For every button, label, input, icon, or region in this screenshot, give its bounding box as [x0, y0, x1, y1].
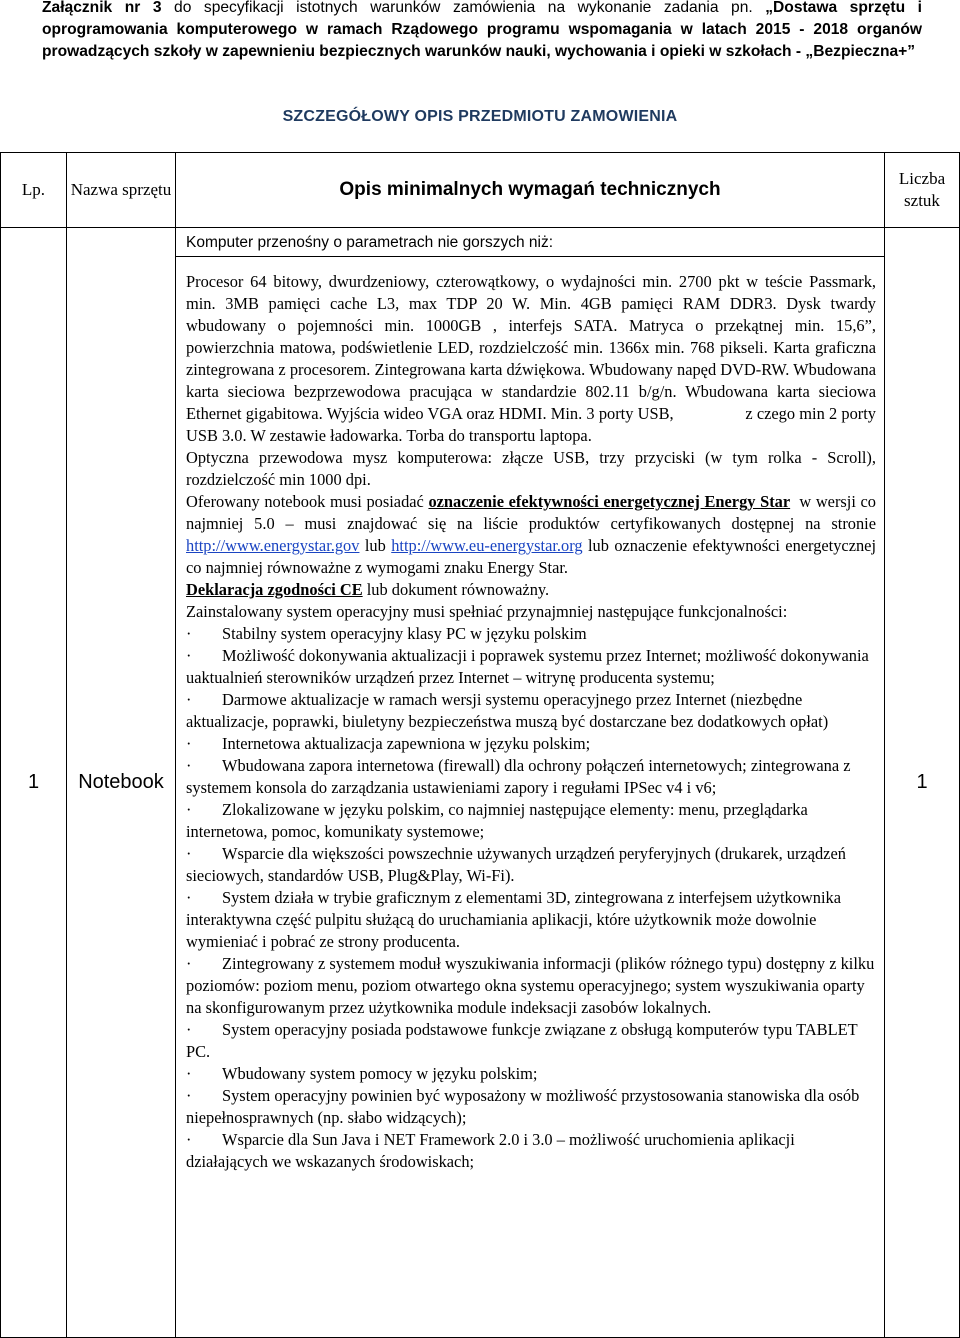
row-description	[176, 228, 885, 1338]
energy-text-c: w wersji co najmniej 5.0 – musi znajdować się na liście produktów certyfikowanych dostępnej na stronie	[186, 492, 881, 533]
list-item	[186, 645, 876, 689]
list-item-text: Wsparcie dla większości powszechnie używanych urządzeń peryferyjnych (drukarek, urządzeń sieciowych, standardów USB, Plug&Play, Wi-Fi).	[186, 844, 846, 885]
list-item	[186, 953, 876, 1019]
list-item-text: Wbudowany system pomocy w języku polskim;	[222, 1064, 538, 1083]
os-requirements-list	[186, 623, 876, 1173]
os-intro: Zainstalowany system operacyjny musi spełniać przynajmniej następujące funkcjonalności:	[186, 602, 788, 621]
list-item-text: System operacyjny powinien być wyposażony w możliwość przystosowania stanowiska dla osób niepełnosprawnych (np. słabo widzących);	[186, 1086, 860, 1127]
row-lp: 1	[1, 228, 67, 1338]
mouse-specs: Optyczna przewodowa mysz komputerowa: złącze USB, trzy przyciski (w tym rolka - Scroll), rozdzielczość min 1000 dpi.	[186, 448, 876, 489]
list-item	[186, 843, 876, 887]
list-item-text: Stabilny system operacyjny klasy PC w języku polskim	[222, 624, 587, 643]
table-row	[1, 228, 960, 1338]
bullet-mark: ·	[186, 1086, 192, 1105]
energystar-gov-link[interactable]: http://www.energystar.gov	[186, 536, 360, 555]
bullet-mark: ·	[186, 690, 192, 709]
eu-energystar-link[interactable]: http://www.eu-energystar.org	[391, 536, 583, 555]
list-item	[186, 1019, 876, 1063]
list-item-text: System działa w trybie graficznym z elementami 3D, zintegrowana z interfejsem użytkownika interaktywna część pulpitu służącą do uruchamiania aplikacji, które użytkownik może dowolnie wymieniać i pobrać ze strony producenta.	[186, 888, 841, 951]
list-item-text: Zintegrowany z systemem moduł wyszukiwania informacji (plików różnego typu) dostępny z kilku poziomów: poziom menu, poziom otwartego okna systemu operacyjnego; system wyszukiwania oparty na skonfigurowanym przez użytkownika module indeksacji zasobów lokalnych.	[186, 954, 875, 1017]
energy-text-a: Oferowany notebook musi posiadać	[186, 492, 429, 511]
bullet-mark: ·	[186, 1064, 192, 1083]
energy-text-e: lub oznaczenie efektywności energetycznej co najmniej równoważne z wymogami znaku Energy Star.	[186, 536, 877, 577]
list-item	[186, 1129, 876, 1173]
list-item	[186, 1063, 876, 1085]
bullet-mark: ·	[186, 888, 192, 907]
bullet-mark: ·	[186, 756, 192, 775]
list-item	[186, 887, 876, 953]
bullet-mark: ·	[186, 624, 192, 643]
header-name: Nazwa sprzętu	[67, 153, 176, 228]
energy-star-requirement	[186, 491, 881, 579]
spec-table	[0, 152, 960, 1338]
list-item-text: Internetowa aktualizacja zapewniona w języku polskim;	[222, 734, 591, 753]
bullet-mark: ·	[186, 646, 192, 665]
page-title: SZCZEGÓŁOWY OPIS PRZEDMIOTU ZAMOWIENIA	[282, 108, 678, 125]
list-item	[186, 733, 876, 755]
list-item-text: Wsparcie dla Sun Java i NET Framework 2.0 i 3.0 – możliwość uruchomienia aplikacji działających we wskazanych środowiskach;	[186, 1130, 795, 1171]
bullet-mark: ·	[186, 844, 192, 863]
header-text: do specyfikacji istotnych warunków zamówienia na wykonanie zadania pn.	[161, 0, 766, 16]
hardware-specs: Procesor 64 bitowy, dwurdzeniowy, czterowątkowy, o wydajności min. 2700 pkt w teście Passmark, min. 3MB pamięci cache L3, max TDP 20 W. Min. 4GB pamięci RAM DDR3. Dysk twardy wbudowany o pojemności min. 1000GB , interfejs SATA. Matryca o przekątnej min. 15,6”, powierzchnia matowa, podświetlenie LED, rozdzielczość min. 1366x min. 768 pikseli. Karta graficzna zintegrowana z procesorem. Zintegrowana karta dźwiękowa. Wbudowany napęd DVD-RW. Wbudowana karta sieciowa bezprzewodowa pracująca w standardzie 802.11 b/g/n. Wbudowana karta sieciowa Ethernet gigabitowa. Wyjścia wideo VGA oraz HDMI. Min. 3 porty USB, z czego min 2 porty USB 3.0. W zestawie ładowarka. Torba do transportu laptopa.	[186, 272, 881, 445]
ce-declaration	[186, 579, 876, 601]
description-body	[176, 257, 881, 1173]
bullet-mark: ·	[186, 1130, 192, 1149]
list-item-text: System operacyjny posiada podstawowe funkcje związane z obsługą komputerów typu TABLET PC.	[186, 1020, 858, 1061]
header-lp: Lp.	[1, 153, 67, 228]
list-item-text: Wbudowana zapora internetowa (firewall) dla ochrony połączeń internetowych; zintegrowana z systemem konsola do zarządzania ustawieniami zapory i regułami IPSec v4 i v6;	[186, 756, 851, 797]
description-intro: Komputer przenośny o parametrach nie gorszych niż:	[186, 234, 554, 251]
bullet-mark: ·	[186, 1020, 192, 1039]
row-equipment-name: Notebook	[67, 228, 176, 1338]
ce-declaration-rest: lub dokument równoważny.	[362, 580, 550, 599]
energy-star-mark: oznaczenie efektywności energetycznej Energy Star	[428, 492, 791, 511]
ce-declaration-label: Deklaracja zgodności CE	[186, 580, 363, 599]
list-item	[186, 1085, 876, 1129]
attachment-number: Załącznik nr 3	[42, 0, 162, 16]
list-item-text: Darmowe aktualizacje w ramach wersji systemu operacyjnego przez Internet (niezbędne aktualizacje, poprawki, biuletyny bezpieczeństwa muszą być dostarczane bez dodatkowych opłat)	[186, 690, 829, 731]
header-quantity: Liczba sztuk	[885, 153, 960, 228]
table-header-row	[1, 153, 960, 228]
project-name: „Dostawa sprzętu i oprogramowania komputerowego w ramach Rządowego programu wspomagania w latach 2015 - 2018 organów prowadzących szkoły w zapewnieniu bezpiecznych warunków nauki, wychowania i opieki w szkołach - „Bezpieczna+”	[42, 0, 922, 60]
row-quantity: 1	[885, 228, 960, 1338]
list-item	[186, 623, 876, 645]
energy-text-d: lub	[359, 536, 392, 555]
document-header	[42, 0, 922, 63]
list-item	[186, 799, 876, 843]
bullet-mark: ·	[186, 954, 192, 973]
header-description: Opis minimalnych wymagań technicznych	[176, 153, 885, 228]
list-item	[186, 689, 876, 733]
list-item-text: Zlokalizowane w języku polskim, co najmniej następujące elementy: menu, przeglądarka internetowa, pomoc, komunikaty systemowe;	[186, 800, 808, 841]
bullet-mark: ·	[186, 800, 192, 819]
list-item-text: Możliwość dokonywania aktualizacji i poprawek systemu przez Internet; możliwość dokonywania uaktualnień sterowników urządzeń przez Internet – witrynę producenta systemu;	[186, 646, 869, 687]
list-item	[186, 755, 876, 799]
bullet-mark: ·	[186, 734, 192, 753]
